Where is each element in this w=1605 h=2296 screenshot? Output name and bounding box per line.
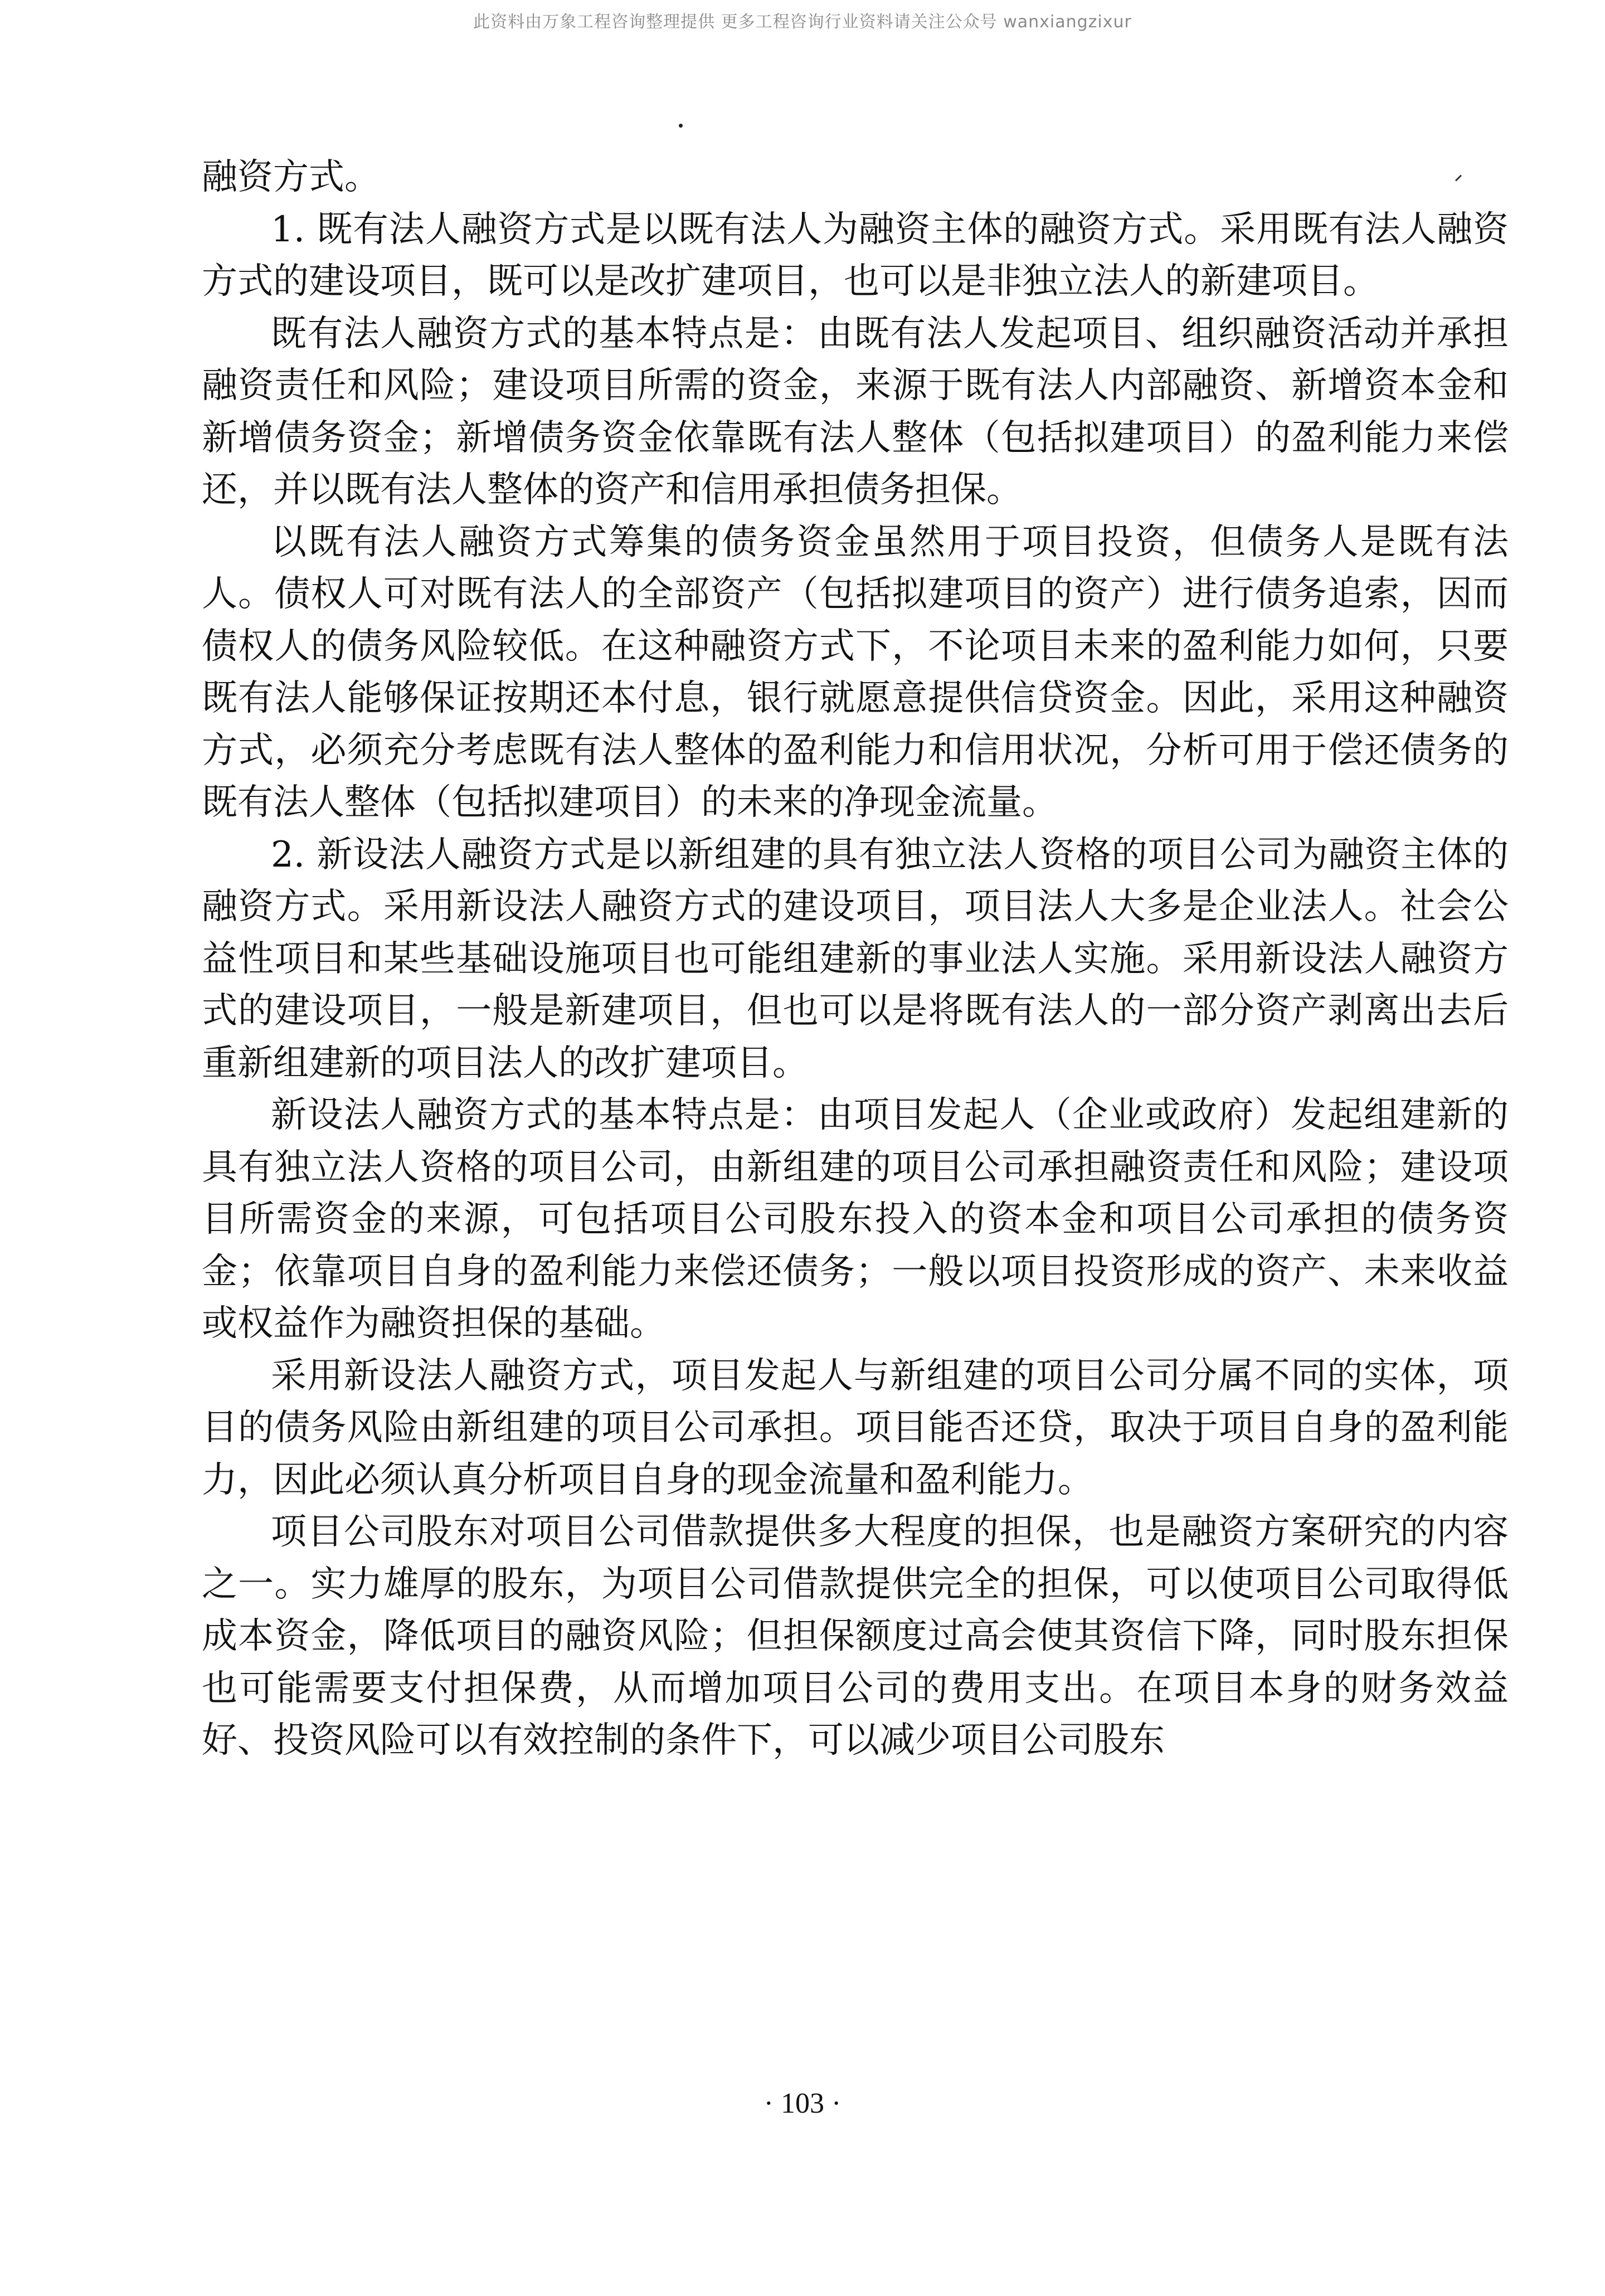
paragraph-new-entity-definition: 2. 新设法人融资方式是以新组建的具有独立法人资格的项目公司为融资主体的融资方式。采用新设法人融资方式的建设项目，项目法人大多是企业法人。社会公益性项目和某些基础设施项目也可能组建新的事业法人实施。采用新设法人融资方式的建设项目，一般是新建项目，但也可以是将既有法人的一部分资产剥离出去后重新组建新的项目法人的改扩建项目。 — [202, 834, 1509, 1084]
paragraph-existing-entity-debt: 以既有法人融资方式筹集的债务资金虽然用于项目投资，但债务人是既有法人。债权人可对既有法人的全部资产（包括拟建项目的资产）进行债务追索，因而债权人的债务风险较低。在这种融资方式下，不论项目未来的盈利能力如何，只要既有法人能够保证按期还本付息，银行就愿意提供信贷资金。因此，采用这种融资方式，必须充分考虑既有法人整体的盈利能力和信用状况，分析可用于偿还债务的既有法人整体（包括拟建项目）的未来的净现金流量。 — [202, 521, 1509, 823]
paragraph-existing-entity-features: 既有法人融资方式的基本特点是：由既有法人发起项目、组织融资活动并承担融资责任和风险；建设项目所需的资金，来源于既有法人内部融资、新增资本金和新增债务资金；新增债务资金依靠既有法人整体（包括拟建项目）的盈利能力来偿还，并以既有法人整体的资产和信用承担债务担保。 — [202, 313, 1509, 510]
paragraph-new-entity-features: 新设法人融资方式的基本特点是：由项目发起人（企业或政府）发起组建新的具有独立法人资格的项目公司，由新组建的项目公司承担融资责任和风险；建设项目所需资金的来源，可包括项目公司股东投入的资本金和项目公司承担的债务资金；依靠项目自身的盈利能力来偿还债务；一般以项目投资形成的资产、未来收益或权益作为融资担保的基础。 — [202, 1095, 1509, 1344]
paragraph-existing-entity-definition: 1. 既有法人融资方式是以既有法人为融资主体的融资方式。采用既有法人融资方式的建设项目，既可以是改扩建项目，也可以是非独立法人的新建项目。 — [202, 208, 1509, 302]
header-watermark-note: 此资料由万象工程咨询整理提供 更多工程咨询行业资料请关注公众号 wanxiangzixur — [473, 12, 1132, 32]
scan-speck — [679, 124, 683, 128]
paragraph-new-entity-risk: 采用新设法人融资方式，项目发起人与新组建的项目公司分属不同的实体，项目的债务风险由新组建的项目公司承担。项目能否还贷，取决于项目自身的盈利能力，因此必须认真分析项目自身的现金流量和盈利能力。 — [202, 1355, 1509, 1501]
paragraph-continuation: 融资方式。 — [202, 157, 380, 198]
document-body — [202, 152, 1509, 1767]
page-number: · 103 · — [763, 2088, 842, 2119]
paragraph-shareholder-guarantee: 项目公司股东对项目公司借款提供多大程度的担保，也是融资方案研究的内容之一。实力雄厚的股东，为项目公司借款提供完全的担保，可以使项目公司取得低成本资金，降低项目的融资风险；但担保额度过高会使其资信下降，同时股东担保也可能需要支付担保费，从而增加项目公司的费用支出。在项目本身的财务效益好、投资风险可以有效控制的条件下，可以减少项目公司股东 — [202, 1511, 1509, 1761]
